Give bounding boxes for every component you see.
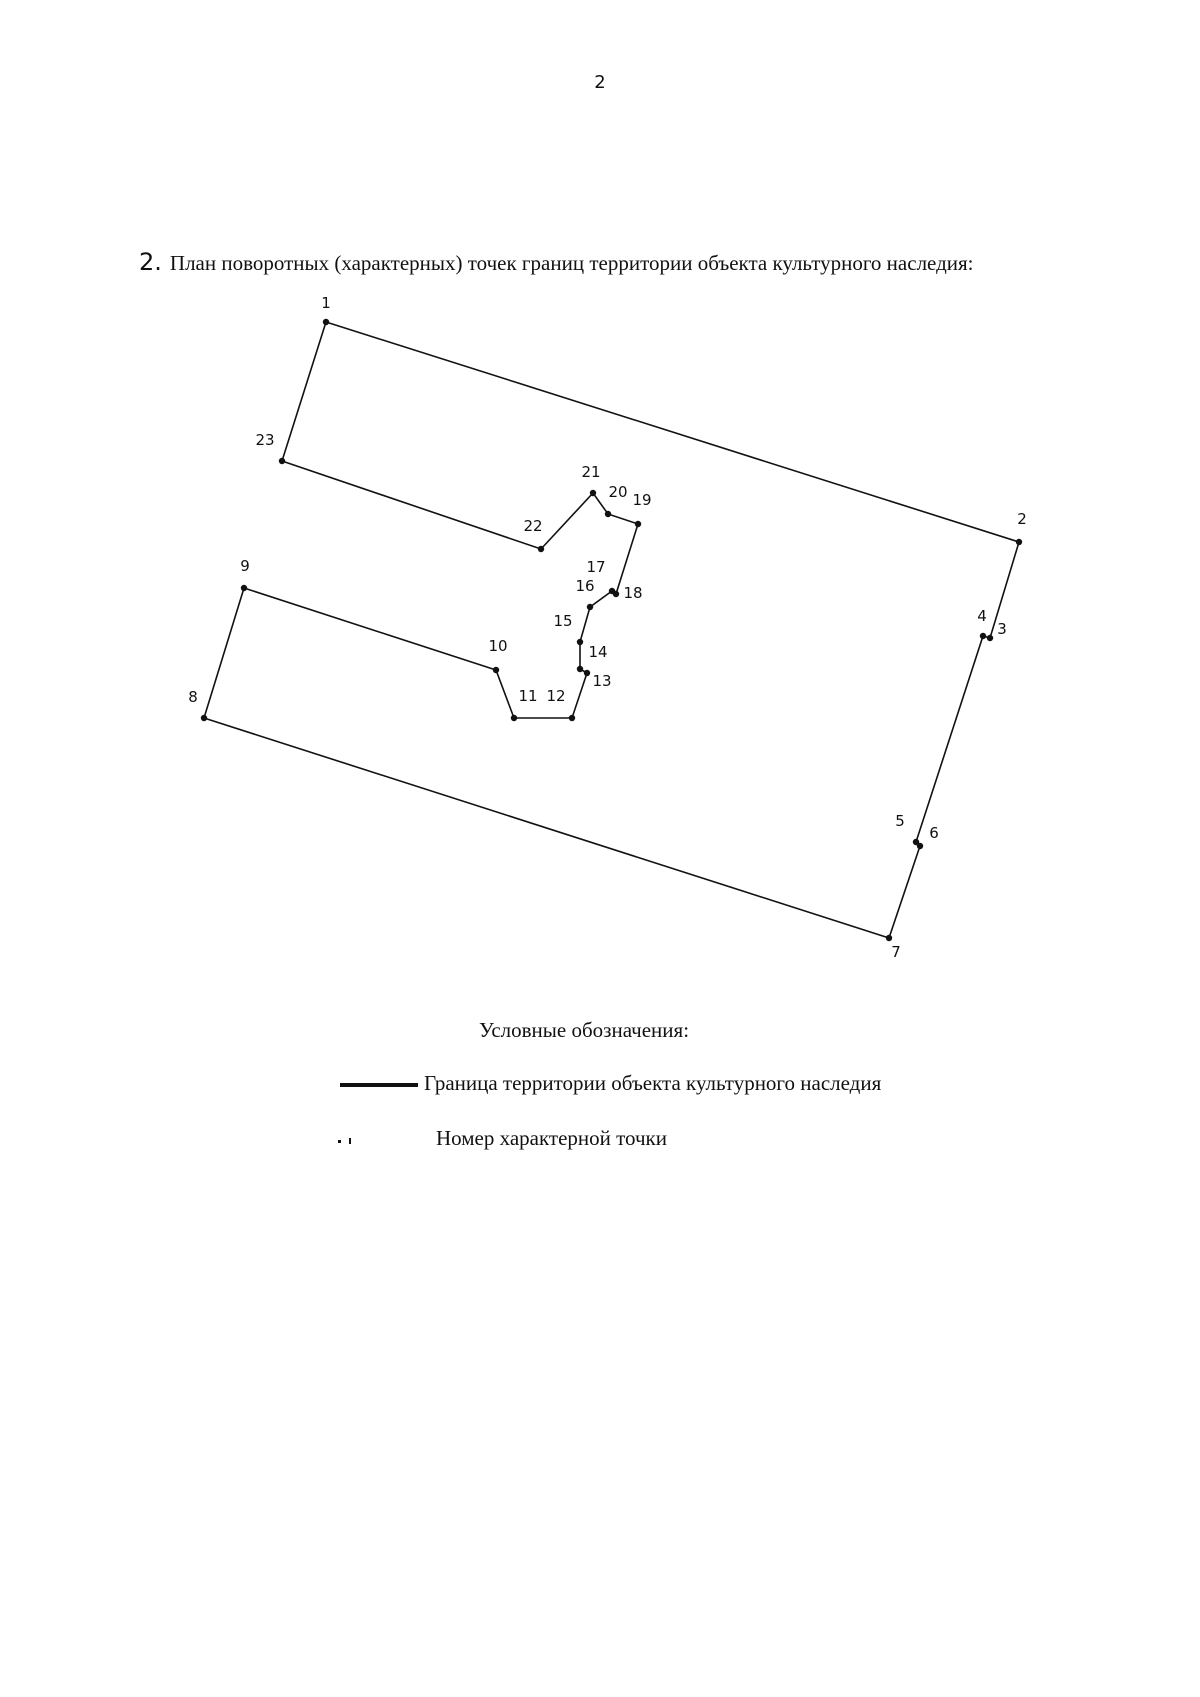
legend-title: Условные обозначения: [479,1018,690,1042]
point-label-22: 22 [523,517,543,535]
point-label-14: 14 [588,643,608,661]
boundary-point-8 [201,715,207,721]
boundary-point-18 [613,591,619,597]
point-label-18: 18 [623,584,643,602]
point-label-23: 23 [255,431,275,449]
point-label-15: 15 [553,612,573,630]
boundary-points [188,294,1027,961]
point-label-7: 7 [891,943,901,961]
boundary-point-23 [279,458,285,464]
boundary-point-7 [886,935,892,941]
point-label-12: 12 [546,687,566,705]
point-label-20: 20 [608,483,628,501]
boundary-point-22 [538,546,544,552]
point-label-6: 6 [929,824,939,842]
point-label-2: 2 [1017,510,1027,528]
legend-boundary-line [340,1083,418,1087]
legend-point-label: Номер характерной точки [436,1126,667,1150]
point-label-1: 1 [321,294,331,312]
point-label-13: 13 [592,672,612,690]
boundary-point-10 [493,667,499,673]
point-label-19: 19 [632,491,652,509]
boundary-point-13 [584,670,590,676]
point-label-3: 3 [997,620,1007,638]
boundary-point-4 [980,633,986,639]
boundary-point-16 [587,604,593,610]
dot-tick-icon [338,1137,354,1145]
boundary-point-6 [917,843,923,849]
section-title: План поворотных (характерных) точек границ территории объекта культурного наследия: [169,251,974,275]
point-label-4: 4 [977,607,987,625]
point-label-5: 5 [895,812,905,830]
boundary-point-9 [241,585,247,591]
boundary-point-14 [577,666,583,672]
page-number: 2 [594,72,606,93]
boundary-point-1 [323,319,329,325]
legend-boundary-label: Граница территории объекта культурного наследия [424,1071,882,1095]
point-label-17: 17 [586,558,606,576]
territory-boundary [204,322,1019,938]
point-label-11: 11 [518,687,538,705]
point-label-21: 21 [581,463,601,481]
boundary-point-21 [590,490,596,496]
boundary-point-20 [605,511,611,517]
point-label-16: 16 [575,577,595,595]
boundary-point-3 [987,635,993,641]
boundary-point-19 [635,521,641,527]
point-label-10: 10 [488,637,508,655]
boundary-point-15 [577,639,583,645]
boundary-point-11 [511,715,517,721]
boundary-point-12 [569,715,575,721]
point-label-9: 9 [240,557,250,575]
point-label-8: 8 [188,688,198,706]
section-number: 2. [139,248,162,276]
boundary-point-2 [1016,539,1022,545]
